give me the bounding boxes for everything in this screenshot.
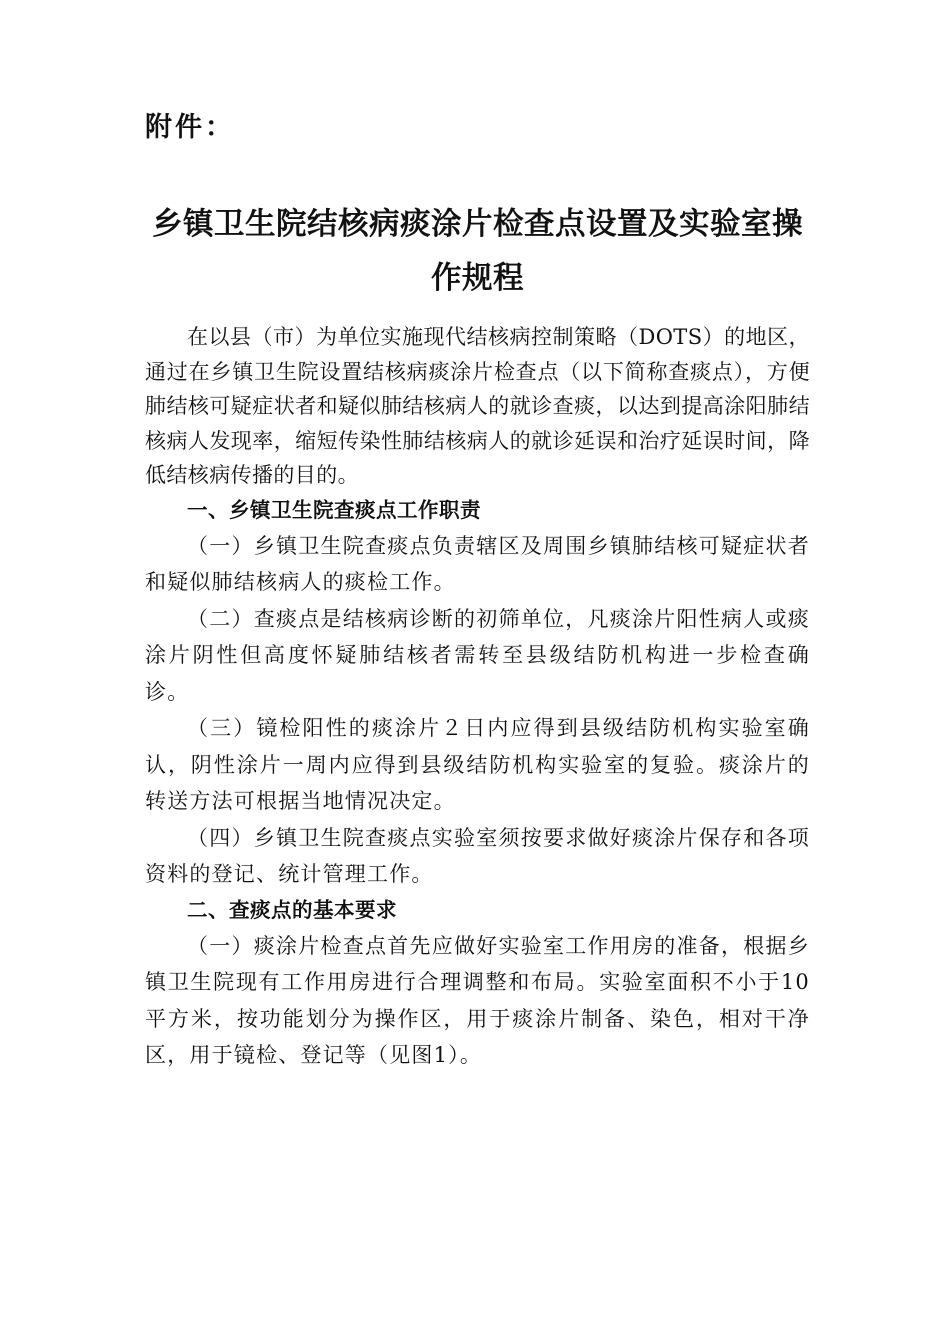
section-heading-2: 二、查痰点的基本要求	[187, 897, 397, 922]
document-body	[145, 320, 810, 1074]
section-heading-1: 一、乡镇卫生院查痰点工作职责	[187, 497, 481, 522]
attachment-label: 附件：	[145, 112, 235, 143]
document-title: 乡镇卫生院结核病痰涂片检查点设置及实验室操作规程	[152, 207, 803, 296]
section-2-item-1: （一）痰涂片检查点首先应做好实验室工作用房的准备，根据乡镇卫生院现有工作用房进行合理调整和布局。实验室面积不小于10平方米，按功能划分为操作区，用于痰涂片制备、染色，相对干净区，用于镜检、登记等（见图1）。	[145, 933, 810, 1067]
section-1-item-1: （一）乡镇卫生院查痰点负责辖区及周围乡镇肺结核可疑症状者和疑似肺结核病人的痰检工作。	[145, 533, 810, 594]
intro-paragraph: 在以县（市）为单位实施现代结核病控制策略（DOTS）的地区，通过在乡镇卫生院设置结核病痰涂片检查点（以下简称查痰点），方便肺结核可疑症状者和疑似肺结核病人的就诊查痰，以达到提高涂阳肺结核病人发现率，缩短传染性肺结核病人的就诊延误和治疗延误时间，降低结核病传播的目的。	[145, 325, 810, 487]
section-1-item-3: （三）镜检阳性的痰涂片２日内应得到县级结防机构实验室确认，阴性涂片一周内应得到县级结防机构实验室的复验。痰涂片的转送方法可根据当地情况决定。	[145, 716, 810, 813]
section-1-item-2: （二）查痰点是结核病诊断的初筛单位，凡痰涂片阳性病人或痰涂片阴性但高度怀疑肺结核者需转至县级结防机构进一步检查确诊。	[145, 606, 810, 704]
section-1-item-4: （四）乡镇卫生院查痰点实验室须按要求做好痰涂片保存和各项资料的登记、统计管理工作。	[145, 825, 810, 886]
